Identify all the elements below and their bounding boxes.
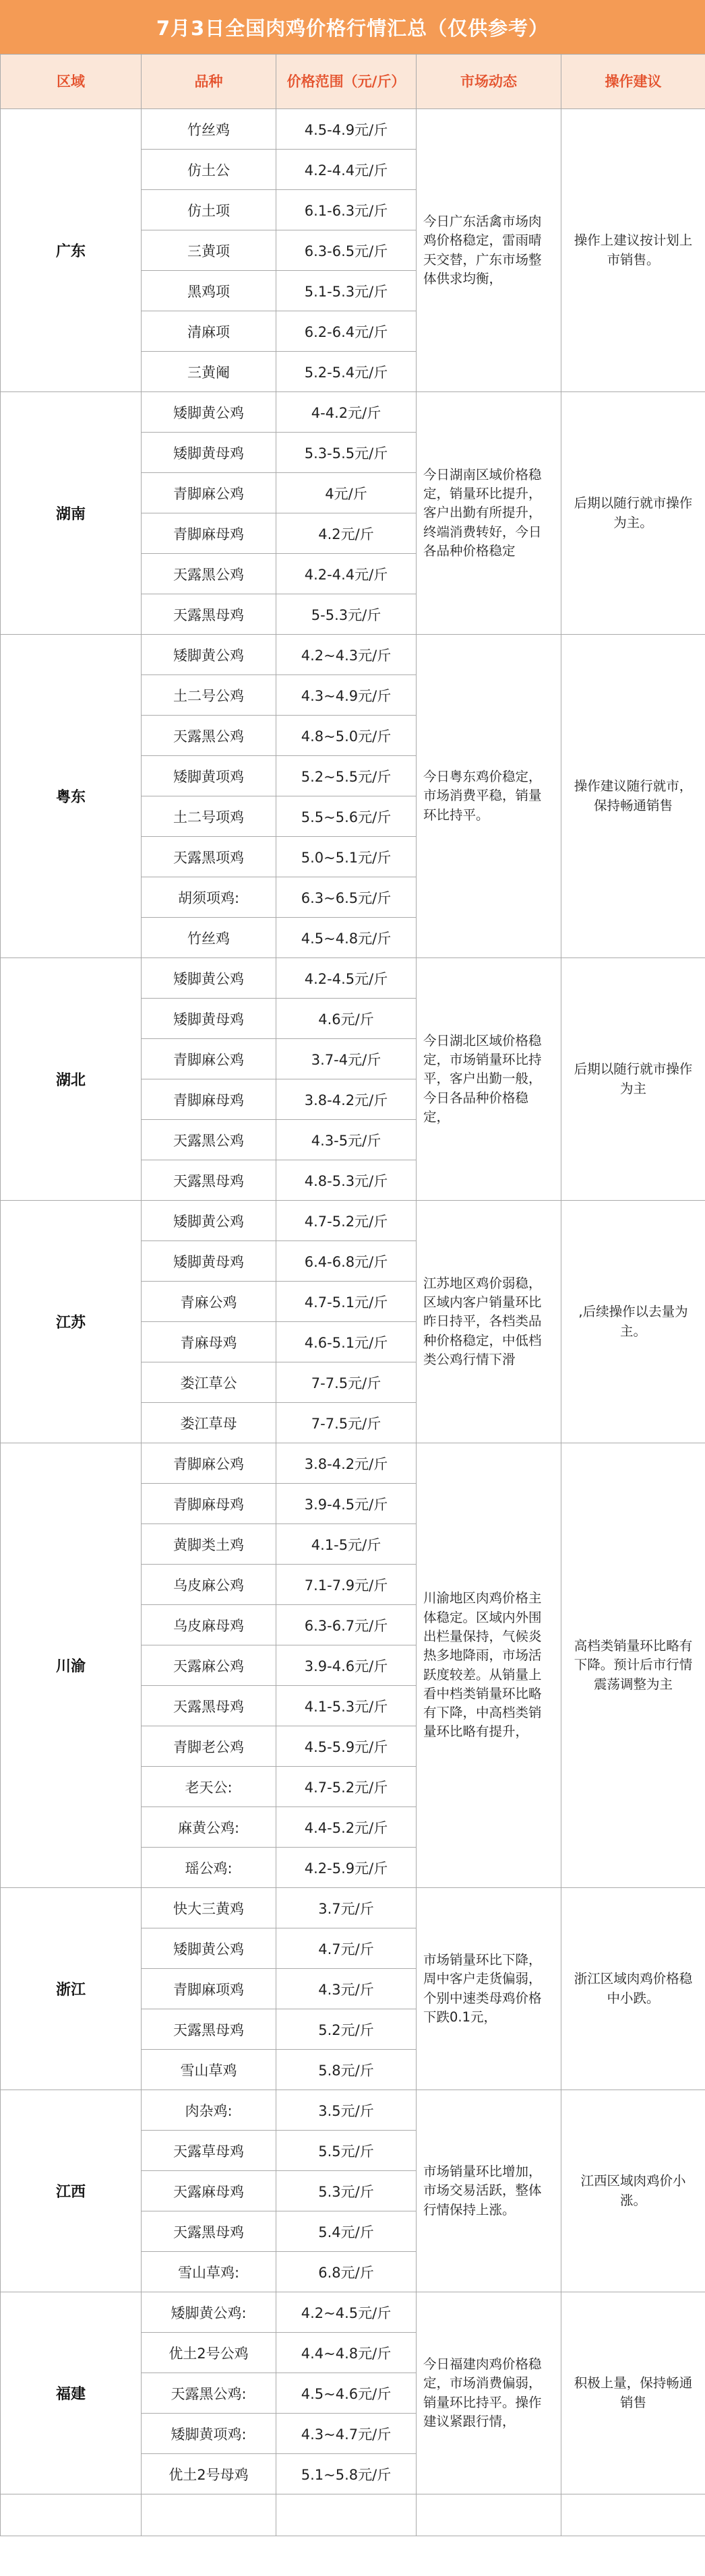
region-cell: 广东 bbox=[1, 109, 142, 392]
variety-cell: 瑶公鸡: bbox=[142, 1848, 276, 1888]
variety-cell: 三黄阉 bbox=[142, 352, 276, 392]
market-dynamics-cell: 今日粤东鸡价稳定，市场消费平稳，销量环比持平。 bbox=[417, 635, 561, 958]
region-cell: 浙江 bbox=[1, 1888, 142, 2090]
price-cell: 3.8-4.2元/斤 bbox=[276, 1443, 417, 1484]
variety-cell: 娄江草公 bbox=[142, 1362, 276, 1403]
variety-cell: 乌皮麻公鸡 bbox=[142, 1565, 276, 1605]
advice-cell: 高档类销量环比略有下降。预计后市行情震荡调整为主 bbox=[561, 1443, 705, 1888]
region-cell: 湖南 bbox=[1, 392, 142, 635]
price-cell: 4-4.2元/斤 bbox=[276, 392, 417, 433]
variety-cell: 矮脚黄公鸡 bbox=[142, 1928, 276, 1969]
price-cell: 7-7.5元/斤 bbox=[276, 1362, 417, 1403]
price-cell: 4.4-5.2元/斤 bbox=[276, 1807, 417, 1848]
table-row bbox=[1, 392, 705, 433]
header-market-dynamics: 市场动态 bbox=[417, 55, 561, 109]
header-advice: 操作建议 bbox=[561, 55, 705, 109]
table-header-row bbox=[1, 55, 705, 109]
variety-cell: 竹丝鸡 bbox=[142, 109, 276, 150]
variety-cell: 天露黑母鸡 bbox=[142, 1686, 276, 1726]
price-cell: 5.2~5.5元/斤 bbox=[276, 756, 417, 796]
price-cell: 3.7元/斤 bbox=[276, 1888, 417, 1928]
region-cell: 粤东 bbox=[1, 635, 142, 958]
price-cell: 4.3-5元/斤 bbox=[276, 1120, 417, 1160]
variety-cell: 清麻项 bbox=[142, 311, 276, 352]
price-cell: 4.2-4.4元/斤 bbox=[276, 150, 417, 190]
header-region: 区域 bbox=[1, 55, 142, 109]
variety-cell: 青麻公鸡 bbox=[142, 1282, 276, 1322]
price-cell: 5.1~5.8元/斤 bbox=[276, 2454, 417, 2494]
variety-cell: 天露黑母鸡 bbox=[142, 2009, 276, 2050]
variety-cell: 雪山草鸡 bbox=[142, 2050, 276, 2090]
variety-cell: 天露黑公鸡: bbox=[142, 2373, 276, 2414]
market-dynamics-cell: 今日湖北区域价格稳定，市场销量环比持平，客户出勤一般，今日各品种价格稳定， bbox=[417, 958, 561, 1201]
variety-cell: 优土2号公鸡 bbox=[142, 2333, 276, 2373]
variety-cell: 黑鸡项 bbox=[142, 271, 276, 311]
price-cell: 4.4~4.8元/斤 bbox=[276, 2333, 417, 2373]
table-row bbox=[1, 958, 705, 999]
empty-cell bbox=[276, 2494, 417, 2536]
variety-cell: 青脚麻母鸡 bbox=[142, 1079, 276, 1120]
variety-cell: 青脚麻项鸡 bbox=[142, 1969, 276, 2009]
variety-cell: 天露黑公鸡 bbox=[142, 716, 276, 756]
price-cell: 5.5元/斤 bbox=[276, 2131, 417, 2171]
market-dynamics-cell: 川渝地区肉鸡价格主体稳定。区域内外围出栏量保持，气候炎热多地降雨，市场活跃度较差。从销量上看中档类销量环比略有下降，中高档类销量环比略有提升， bbox=[417, 1443, 561, 1888]
variety-cell: 土二号项鸡 bbox=[142, 796, 276, 837]
price-cell: 4.6元/斤 bbox=[276, 999, 417, 1039]
region-cell: 江苏 bbox=[1, 1201, 142, 1443]
table-row bbox=[1, 1888, 705, 1928]
variety-cell: 矮脚黄公鸡 bbox=[142, 958, 276, 999]
region-cell: 江西 bbox=[1, 2090, 142, 2292]
market-dynamics-cell: 江苏地区鸡价弱稳，区域内客户销量环比昨日持平，各档类品种价格稳定，中低档类公鸡行情下滑 bbox=[417, 1201, 561, 1443]
price-cell: 5-5.3元/斤 bbox=[276, 594, 417, 635]
variety-cell: 青脚麻母鸡 bbox=[142, 513, 276, 554]
empty-cell bbox=[417, 2494, 561, 2536]
price-cell: 7.1-7.9元/斤 bbox=[276, 1565, 417, 1605]
variety-cell: 娄江草母 bbox=[142, 1403, 276, 1443]
variety-cell: 矮脚黄母鸡 bbox=[142, 433, 276, 473]
variety-cell: 天露草母鸡 bbox=[142, 2131, 276, 2171]
variety-cell: 矮脚黄项鸡: bbox=[142, 2414, 276, 2454]
price-cell: 6.1-6.3元/斤 bbox=[276, 190, 417, 230]
price-cell: 4.8-5.3元/斤 bbox=[276, 1160, 417, 1201]
price-cell: 5.3-5.5元/斤 bbox=[276, 433, 417, 473]
variety-cell: 青脚麻公鸡 bbox=[142, 473, 276, 513]
market-dynamics-cell: 今日湖南区域价格稳定，销量环比提升，客户出勤有所提升，终端消费转好，今日各品种价格稳定 bbox=[417, 392, 561, 635]
variety-cell: 黄脚类土鸡 bbox=[142, 1524, 276, 1565]
price-cell: 4.8~5.0元/斤 bbox=[276, 716, 417, 756]
price-cell: 5.2-5.4元/斤 bbox=[276, 352, 417, 392]
variety-cell: 肉杂鸡: bbox=[142, 2090, 276, 2131]
price-cell: 4.7-5.2元/斤 bbox=[276, 1201, 417, 1241]
price-cell: 6.8元/斤 bbox=[276, 2252, 417, 2292]
variety-cell: 天露麻母鸡 bbox=[142, 2171, 276, 2211]
price-cell: 4.5-4.9元/斤 bbox=[276, 109, 417, 150]
price-cell: 4.2元/斤 bbox=[276, 513, 417, 554]
advice-cell: 积极上量，保持畅通销售 bbox=[561, 2292, 705, 2494]
price-cell: 5.0~5.1元/斤 bbox=[276, 837, 417, 877]
variety-cell: 三黄项 bbox=[142, 230, 276, 271]
price-cell: 4.2-4.4元/斤 bbox=[276, 554, 417, 594]
price-cell: 5.8元/斤 bbox=[276, 2050, 417, 2090]
price-cell: 3.8-4.2元/斤 bbox=[276, 1079, 417, 1120]
empty-cell bbox=[561, 2494, 705, 2536]
variety-cell: 快大三黄鸡 bbox=[142, 1888, 276, 1928]
market-dynamics-cell: 市场销量环比下降，周中客户走货偏弱，个别中速类母鸡价格下跌0.1元， bbox=[417, 1888, 561, 2090]
price-cell: 6.3~6.5元/斤 bbox=[276, 877, 417, 918]
price-cell: 4.7元/斤 bbox=[276, 1928, 417, 1969]
empty-row bbox=[1, 2494, 705, 2536]
variety-cell: 矮脚黄母鸡 bbox=[142, 999, 276, 1039]
variety-cell: 土二号公鸡 bbox=[142, 675, 276, 716]
price-cell: 4.1-5元/斤 bbox=[276, 1524, 417, 1565]
variety-cell: 仿土公 bbox=[142, 150, 276, 190]
variety-cell: 青脚麻母鸡 bbox=[142, 1484, 276, 1524]
price-cell: 6.2-6.4元/斤 bbox=[276, 311, 417, 352]
table-row bbox=[1, 1201, 705, 1241]
price-cell: 5.3元/斤 bbox=[276, 2171, 417, 2211]
advice-cell: 操作上建议按计划上市销售。 bbox=[561, 109, 705, 392]
table-row bbox=[1, 2292, 705, 2333]
price-cell: 4.3~4.9元/斤 bbox=[276, 675, 417, 716]
empty-cell bbox=[142, 2494, 276, 2536]
header-variety: 品种 bbox=[142, 55, 276, 109]
table-body bbox=[1, 109, 705, 2536]
variety-cell: 麻黄公鸡: bbox=[142, 1807, 276, 1848]
variety-cell: 天露黑母鸡 bbox=[142, 2211, 276, 2252]
variety-cell: 青脚麻公鸡 bbox=[142, 1443, 276, 1484]
advice-cell: 操作建议随行就市，保持畅通销售 bbox=[561, 635, 705, 958]
variety-cell: 天露黑母鸡 bbox=[142, 1160, 276, 1201]
table-row bbox=[1, 2090, 705, 2131]
variety-cell: 矮脚黄公鸡 bbox=[142, 1201, 276, 1241]
page-title: 7月3日全国肉鸡价格行情汇总（仅供参考） bbox=[0, 0, 705, 54]
price-cell: 6.3-6.7元/斤 bbox=[276, 1605, 417, 1645]
advice-cell: 后期以随行就市操作为主。 bbox=[561, 392, 705, 635]
price-cell: 5.2元/斤 bbox=[276, 2009, 417, 2050]
price-cell: 4.2-4.5元/斤 bbox=[276, 958, 417, 999]
advice-cell: 后期以随行就市操作为主 bbox=[561, 958, 705, 1201]
variety-cell: 优土2号母鸡 bbox=[142, 2454, 276, 2494]
price-cell: 5.4元/斤 bbox=[276, 2211, 417, 2252]
advice-cell: 江西区域肉鸡价小涨。 bbox=[561, 2090, 705, 2292]
price-cell: 6.3-6.5元/斤 bbox=[276, 230, 417, 271]
variety-cell: 胡须项鸡: bbox=[142, 877, 276, 918]
advice-cell: 浙江区域肉鸡价格稳中小跌。 bbox=[561, 1888, 705, 2090]
price-cell: 3.9-4.5元/斤 bbox=[276, 1484, 417, 1524]
variety-cell: 青麻母鸡 bbox=[142, 1322, 276, 1362]
advice-cell: ,后续操作以去量为主。 bbox=[561, 1201, 705, 1443]
variety-cell: 天露黑公鸡 bbox=[142, 554, 276, 594]
price-cell: 4.3~4.7元/斤 bbox=[276, 2414, 417, 2454]
price-cell: 5.1-5.3元/斤 bbox=[276, 271, 417, 311]
price-cell: 4.5~4.6元/斤 bbox=[276, 2373, 417, 2414]
region-cell: 川渝 bbox=[1, 1443, 142, 1888]
market-dynamics-cell: 今日福建肉鸡价格稳定，市场消费偏弱，销量环比持平。操作建议紧跟行情， bbox=[417, 2292, 561, 2494]
price-cell: 4.5-5.9元/斤 bbox=[276, 1726, 417, 1767]
variety-cell: 矮脚黄公鸡 bbox=[142, 635, 276, 675]
variety-cell: 仿土项 bbox=[142, 190, 276, 230]
price-cell: 6.4-6.8元/斤 bbox=[276, 1241, 417, 1282]
market-dynamics-cell: 市场销量环比增加，市场交易活跃，整体行情保持上涨。 bbox=[417, 2090, 561, 2292]
price-cell: 4.2~4.3元/斤 bbox=[276, 635, 417, 675]
variety-cell: 竹丝鸡 bbox=[142, 918, 276, 958]
price-cell: 4.7-5.1元/斤 bbox=[276, 1282, 417, 1322]
variety-cell: 雪山草鸡: bbox=[142, 2252, 276, 2292]
market-dynamics-cell: 今日广东活禽市场肉鸡价格稳定，雷雨晴天交替，广东市场整体供求均衡， bbox=[417, 109, 561, 392]
variety-cell: 矮脚黄母鸡 bbox=[142, 1241, 276, 1282]
table-row bbox=[1, 635, 705, 675]
price-cell: 4.7-5.2元/斤 bbox=[276, 1767, 417, 1807]
price-cell: 4.1-5.3元/斤 bbox=[276, 1686, 417, 1726]
price-cell: 4.3元/斤 bbox=[276, 1969, 417, 2009]
variety-cell: 乌皮麻母鸡 bbox=[142, 1605, 276, 1645]
price-cell: 3.7-4元/斤 bbox=[276, 1039, 417, 1079]
price-cell: 4.6-5.1元/斤 bbox=[276, 1322, 417, 1362]
price-cell: 4.5~4.8元/斤 bbox=[276, 918, 417, 958]
variety-cell: 青脚老公鸡 bbox=[142, 1726, 276, 1767]
price-cell: 3.5元/斤 bbox=[276, 2090, 417, 2131]
price-cell: 3.9-4.6元/斤 bbox=[276, 1645, 417, 1686]
header-price-range: 价格范围（元/斤） bbox=[276, 55, 417, 109]
variety-cell: 天露黑母鸡 bbox=[142, 594, 276, 635]
variety-cell: 天露黑项鸡 bbox=[142, 837, 276, 877]
variety-cell: 青脚麻公鸡 bbox=[142, 1039, 276, 1079]
price-cell: 7-7.5元/斤 bbox=[276, 1403, 417, 1443]
empty-cell bbox=[1, 2494, 142, 2536]
price-table bbox=[0, 54, 705, 2536]
table-row bbox=[1, 109, 705, 150]
price-cell: 4元/斤 bbox=[276, 473, 417, 513]
variety-cell: 矮脚黄项鸡 bbox=[142, 756, 276, 796]
region-cell: 湖北 bbox=[1, 958, 142, 1201]
table-row bbox=[1, 1443, 705, 1484]
variety-cell: 天露黑公鸡 bbox=[142, 1120, 276, 1160]
variety-cell: 天露麻公鸡 bbox=[142, 1645, 276, 1686]
price-cell: 4.2-5.9元/斤 bbox=[276, 1848, 417, 1888]
price-cell: 4.2~4.5元/斤 bbox=[276, 2292, 417, 2333]
variety-cell: 老天公: bbox=[142, 1767, 276, 1807]
variety-cell: 矮脚黄公鸡 bbox=[142, 392, 276, 433]
price-cell: 5.5~5.6元/斤 bbox=[276, 796, 417, 837]
variety-cell: 矮脚黄公鸡: bbox=[142, 2292, 276, 2333]
region-cell: 福建 bbox=[1, 2292, 142, 2494]
